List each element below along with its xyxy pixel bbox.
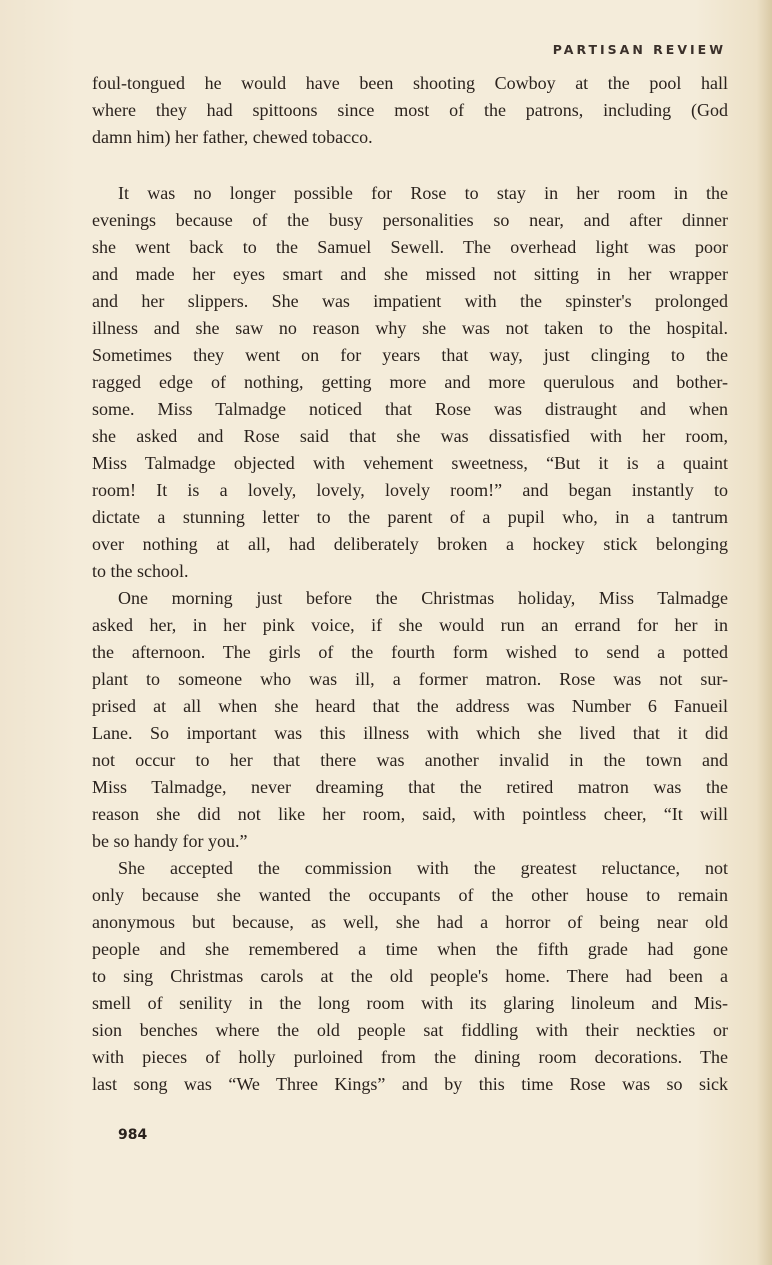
text-line: Sometimes they went on for years that way, just clinging to the — [92, 345, 728, 365]
text-line: where they had spittoons since most of the patrons, including (God — [92, 100, 728, 120]
text-line: she asked and Rose said that she was dissatisfied with her room, — [92, 426, 728, 446]
text-line: It was no longer possible for Rose to stay in her room in the — [118, 183, 728, 203]
text-line: evenings because of the busy personalities so near, and after dinner — [92, 210, 728, 230]
text-line: room! It is a lovely, lovely, lovely room!” and began instantly to — [92, 480, 728, 500]
text-line: smell of senility in the long room with its glaring linoleum and Mis- — [92, 993, 728, 1013]
text-line: ragged edge of nothing, getting more and more querulous and bother- — [92, 372, 728, 392]
paragraph — [92, 70, 728, 151]
text-line: reason she did not like her room, said, with pointless cheer, “It will — [92, 804, 728, 824]
text-line: She accepted the commission with the greatest reluctance, not — [118, 858, 728, 878]
text-line: sion benches where the old people sat fiddling with their neckties or — [92, 1020, 728, 1040]
text-line: she went back to the Samuel Sewell. The overhead light was poor — [92, 237, 728, 257]
text-line: some. Miss Talmadge noticed that Rose was distraught and when — [92, 399, 728, 419]
text-line: Lane. So important was this illness with which she lived that it did — [92, 723, 728, 743]
page-number: 984 — [118, 1127, 148, 1143]
paragraph — [92, 855, 728, 1098]
text-line: only because she wanted the occupants of the other house to remain — [92, 885, 728, 905]
text-line: last song was “We Three Kings” and by this time Rose was so sick — [92, 1074, 728, 1094]
text-line: people and she remembered a time when the fifth grade had gone — [92, 939, 728, 959]
text-line: dictate a stunning letter to the parent of a pupil who, in a tantrum — [92, 507, 728, 527]
body-text — [92, 70, 728, 1098]
text-line: asked her, in her pink voice, if she would run an errand for her in — [92, 615, 728, 635]
paragraph-gap — [92, 151, 728, 180]
text-line: prised at all when she heard that the address was Number 6 Fanueil — [92, 696, 728, 716]
text-line: One morning just before the Christmas holiday, Miss Talmadge — [118, 588, 728, 608]
text-line: and her slippers. She was impatient with the spinster's prolonged — [92, 291, 728, 311]
text-line: plant to someone who was ill, a former matron. Rose was not sur- — [92, 669, 728, 689]
text-line: not occur to her that there was another invalid in the town and — [92, 750, 728, 770]
text-line: to sing Christmas carols at the old people's home. There had been a — [92, 966, 728, 986]
paragraph — [92, 585, 728, 855]
text-line: Miss Talmadge objected with vehement sweetness, “But it is a quaint — [92, 453, 728, 473]
text-line: be so handy for you.” — [92, 831, 248, 851]
text-line: Miss Talmadge, never dreaming that the retired matron was the — [92, 777, 728, 797]
text-line: to the school. — [92, 561, 189, 581]
text-line: illness and she saw no reason why she was not taken to the hospital. — [92, 318, 728, 338]
text-line: over nothing at all, had deliberately broken a hockey stick belonging — [92, 534, 728, 554]
text-line: foul-tongued he would have been shooting Cowboy at the pool hall — [92, 73, 728, 93]
paragraph — [92, 180, 728, 585]
text-line: with pieces of holly purloined from the dining room decorations. The — [92, 1047, 728, 1067]
text-line: anonymous but because, as well, she had a horror of being near old — [92, 912, 728, 932]
text-line: damn him) her father, chewed tobacco. — [92, 127, 373, 147]
running-head: PARTISAN REVIEW — [552, 42, 726, 57]
text-line: and made her eyes smart and she missed not sitting in her wrapper — [92, 264, 728, 284]
text-line: the afternoon. The girls of the fourth form wished to send a potted — [92, 642, 728, 662]
